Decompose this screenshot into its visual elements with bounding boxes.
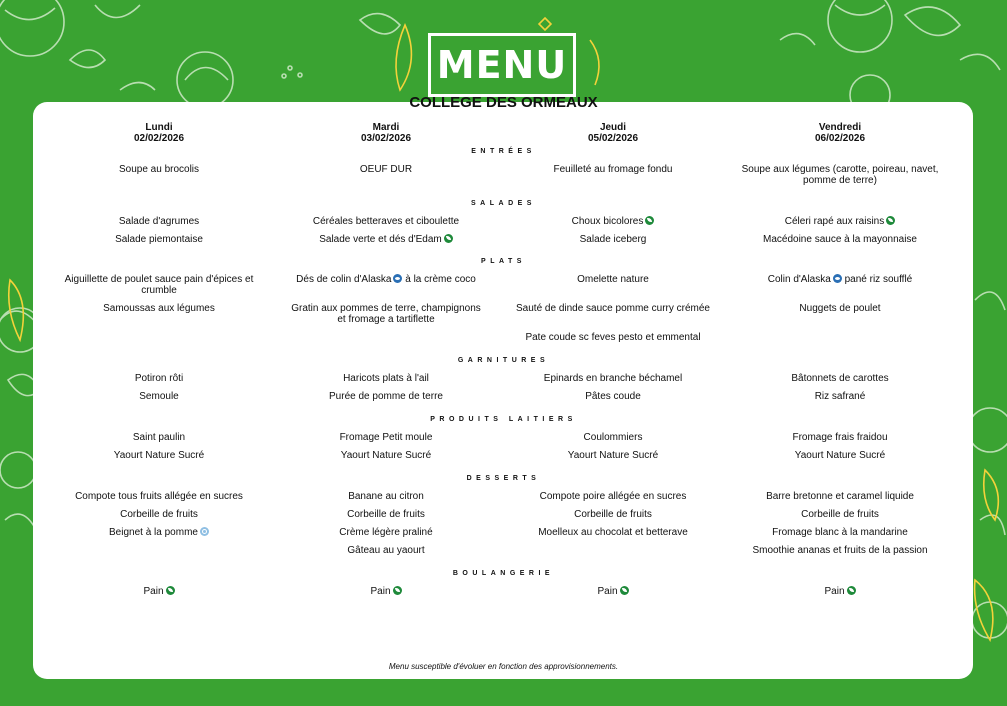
menu-item: Fromage blanc à la mandarine (772, 527, 908, 538)
menu-item-label: Céleri rapé aux raisins (784, 216, 885, 227)
menu-item: Nuggets de poulet (799, 303, 881, 314)
menu-item: Epinards en branche béchamel (543, 373, 683, 384)
sustainable-fish-icon (393, 274, 402, 283)
section-title-boulangerie: BOULANGERIE (452, 570, 555, 577)
menu-item-label: Choux bicolores (571, 216, 644, 227)
menu-item (59, 527, 259, 538)
menu-item (59, 586, 259, 597)
menu-item: Céréales betteraves et ciboulette (312, 216, 460, 227)
menu-item: Yaourt Nature Sucré (113, 450, 205, 461)
menu-item: Corbeille de fruits (120, 509, 198, 520)
menu-item-label: à la crème coco (405, 274, 476, 285)
menu-item-label: Beignet à la pomme (109, 527, 198, 538)
menu-item: Soupe aux légumes (carotte, poireau, navet, pomme de terre) (741, 164, 939, 186)
section-title-entrees: ENTRÉES (471, 148, 536, 155)
menu-item: Barre bretonne et caramel liquide (766, 491, 914, 502)
menu-item: Yaourt Nature Sucré (567, 450, 659, 461)
menu-item: Salade d'agrumes (118, 216, 200, 227)
menu-item: Bâtonnets de carottes (791, 373, 889, 384)
school-title: COLLEGE DES ORMEAUX (409, 94, 598, 111)
menu-logo (428, 33, 576, 97)
menu-item: Corbeille de fruits (801, 509, 879, 520)
menu-item: Gâteau au yaourt (347, 545, 425, 556)
menu-item-label: Colin d'Alaska (767, 274, 831, 285)
menu-item: Sauté de dinde sauce pomme curry crémée (516, 303, 710, 314)
menu-item: Pate coude sc feves pesto et emmental (525, 332, 701, 343)
menu-item: Coulommiers (583, 432, 643, 443)
menu-item (286, 234, 486, 245)
menu-item (286, 586, 486, 597)
vegetarian-leaf-icon (847, 586, 856, 595)
menu-logo-text: MENU (436, 43, 568, 87)
menu-item-label: Pain (370, 586, 391, 597)
menu-item: Salade iceberg (579, 234, 647, 245)
menu-item: Saint paulin (132, 432, 186, 443)
menu-item: Salade piemontaise (115, 234, 203, 245)
menu-item: Compote tous fruits allégée en sucres (75, 491, 243, 502)
menu-item (740, 216, 940, 227)
vegetarian-leaf-icon (444, 234, 453, 243)
day-date: 02/02/2026 (133, 133, 185, 144)
menu-item: Purée de pomme de terre (329, 391, 443, 402)
vegetarian-leaf-icon (166, 586, 175, 595)
menu-item: Compote poire allégée en sucres (539, 491, 687, 502)
menu-item: Pâtes coude (585, 391, 641, 402)
vegetarian-leaf-icon (620, 586, 629, 595)
menu-item: Potiron rôti (134, 373, 184, 384)
menu-item: Haricots plats à l'ail (343, 373, 429, 384)
menu-item-label: Pain (597, 586, 618, 597)
menu-item: Fromage frais fraidou (792, 432, 888, 443)
local-product-icon (200, 527, 209, 536)
day-name: Vendredi (818, 122, 862, 133)
menu-item: Feuilleté au fromage fondu (553, 164, 673, 175)
menu-item: Omelette nature (577, 274, 649, 285)
menu-item-label: Dés de colin d'Alaska (296, 274, 392, 285)
day-date: 05/02/2026 (587, 133, 639, 144)
menu-item-label: Salade verte et dés d'Edam (319, 234, 442, 245)
menu-item: Gratin aux pommes de terre, champignons et fromage a tartiflette (291, 303, 481, 325)
day-header-vendredi (740, 122, 940, 144)
menu-item-label: pané riz soufflé (844, 274, 913, 285)
menu-item: Corbeille de fruits (347, 509, 425, 520)
section-title-plats: PLATS (481, 258, 526, 265)
menu-item: Moelleux au chocolat et betterave (538, 527, 688, 538)
menu-item: Yaourt Nature Sucré (794, 450, 886, 461)
day-header-jeudi (513, 122, 713, 144)
day-name: Mardi (372, 122, 400, 133)
vegetarian-leaf-icon (393, 586, 402, 595)
menu-item: Soupe au brocolis (118, 164, 200, 175)
day-name: Lundi (145, 122, 173, 133)
section-title-salades: SALADES (471, 200, 536, 207)
footnote: Menu susceptible d'évoluer en fonction des approvisionnements. (388, 662, 619, 671)
menu-item-label: Pain (824, 586, 845, 597)
menu-item (513, 586, 713, 597)
menu-item: Fromage Petit moule (339, 432, 433, 443)
menu-item: Aiguillette de poulet sauce pain d'épices et crumble (64, 274, 254, 296)
section-title-desserts: DESSERTS (466, 475, 541, 482)
day-date: 03/02/2026 (360, 133, 412, 144)
menu-item: Macédoine sauce à la mayonnaise (763, 234, 917, 245)
day-date: 06/02/2026 (814, 133, 866, 144)
menu-item: OEUF DUR (359, 164, 413, 175)
menu-item (740, 274, 940, 285)
vegetarian-leaf-icon (645, 216, 654, 225)
menu-item: Semoule (139, 391, 179, 402)
menu-item (286, 274, 486, 285)
section-title-laitiers: PRODUITS LAITIERS (430, 416, 577, 423)
vegetarian-leaf-icon (886, 216, 895, 225)
menu-item: Banane au citron (348, 491, 424, 502)
day-header-mardi (286, 122, 486, 144)
menu-item: Corbeille de fruits (574, 509, 652, 520)
menu-item: Samoussas aux légumes (103, 303, 215, 314)
day-name: Jeudi (599, 122, 627, 133)
menu-item-label: Pain (143, 586, 164, 597)
menu-item: Smoothie ananas et fruits de la passion (752, 545, 928, 556)
sustainable-fish-icon (833, 274, 842, 283)
menu-item: Riz safrané (814, 391, 866, 402)
day-header-lundi (59, 122, 259, 144)
section-title-garnitures: GARNITURES (457, 357, 550, 364)
menu-item: Yaourt Nature Sucré (340, 450, 432, 461)
menu-item (740, 586, 940, 597)
menu-item (513, 216, 713, 227)
menu-item: Crème légère praliné (339, 527, 433, 538)
